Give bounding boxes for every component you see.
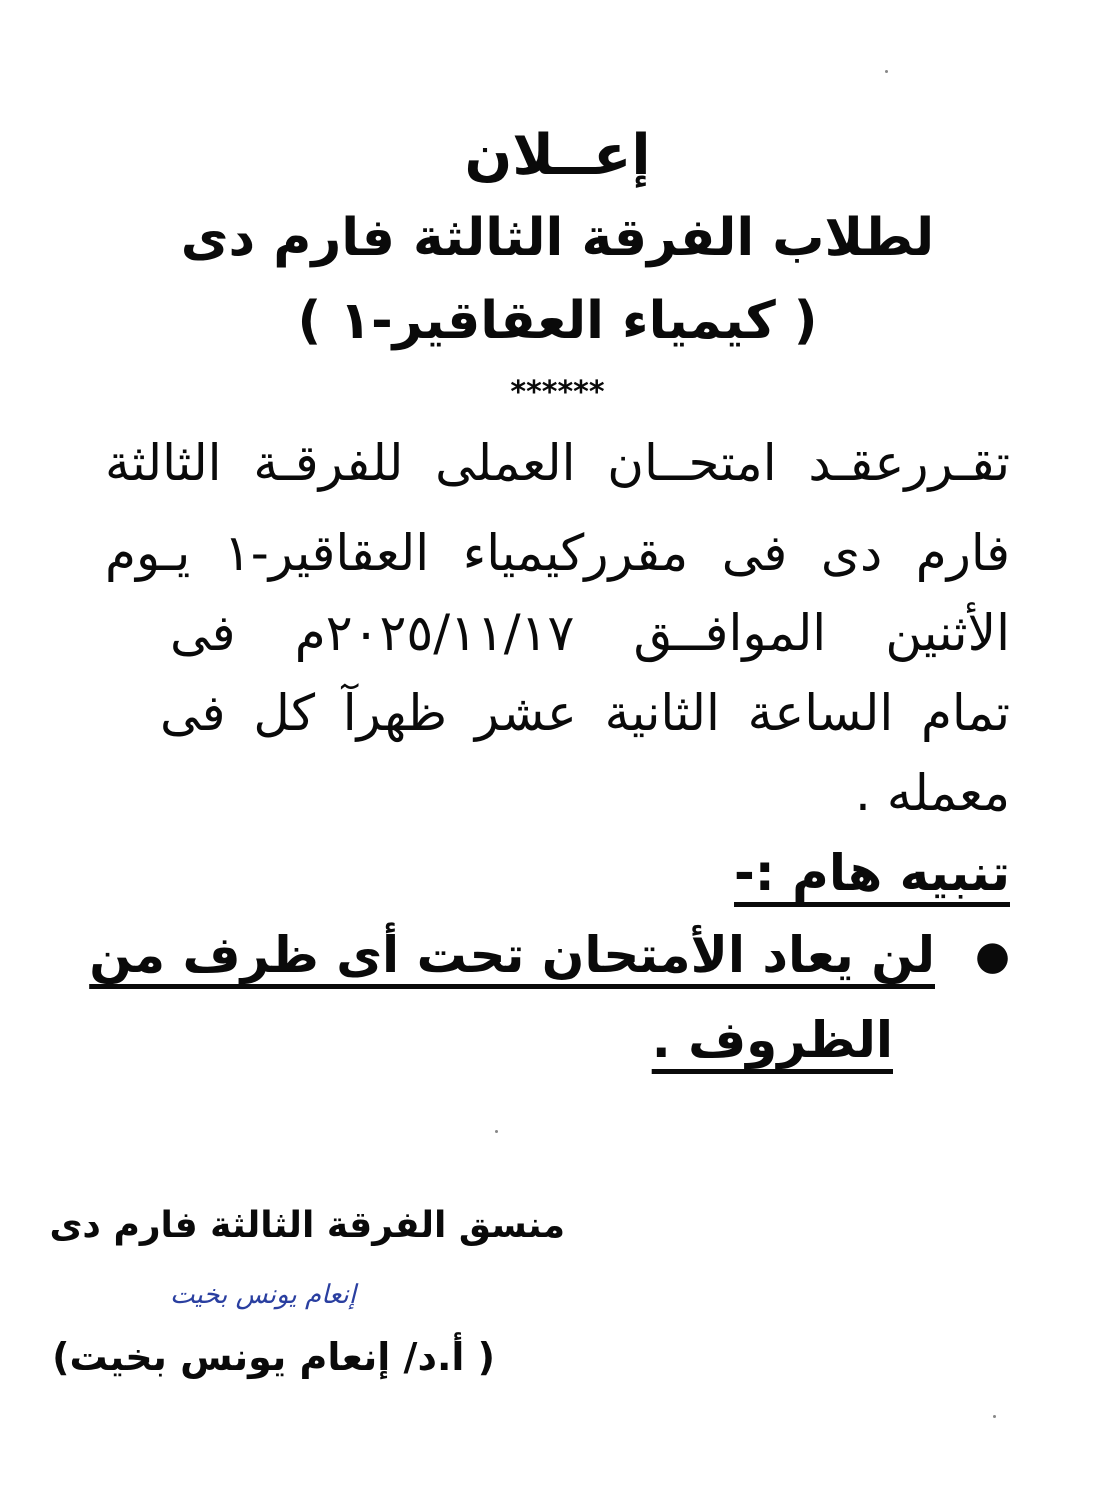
course-name: ( كيمياء العقاقير-١ )	[297, 291, 818, 351]
body-line-5: معمله .	[855, 764, 1010, 822]
coordinator-role: منسق الفرقة الثالثة فارم دى	[49, 1205, 565, 1246]
handwritten-signature: إنعام يونس بخيت	[170, 1280, 356, 1310]
notice-heading: تنبيه هام :-	[734, 844, 1010, 902]
scan-speck	[993, 1415, 996, 1418]
bullet-icon: ●	[975, 933, 1010, 979]
scan-speck	[885, 70, 888, 73]
body-line-2: فارم دى فى مقرركيمياء العقاقير-١ يـوم	[105, 524, 1011, 582]
body-line-1: تقـررعقـد امتحــان العملى للفرقـة الثالثة	[105, 434, 1010, 492]
notice-line-1: لن يعاد الأمتحان تحت أى ظرف من	[89, 926, 935, 984]
announcement-title: إعــلان	[464, 123, 651, 188]
notice-line-2: الظروف .	[651, 1011, 893, 1069]
separator: ******	[510, 375, 605, 410]
coordinator-name: ( أ.د/ إنعام يونس بخيت)	[52, 1335, 495, 1379]
body-line-4: تمام الساعة الثانية عشر ظهرآ كل فى	[160, 684, 1010, 742]
announcement-subtitle: لطلاب الفرقة الثالثة فارم دى	[180, 208, 935, 268]
body-line-3: الأثنين الموافــق ٢٠٢٥/١١/١٧م فى	[170, 604, 1010, 662]
scan-speck	[495, 1130, 498, 1133]
